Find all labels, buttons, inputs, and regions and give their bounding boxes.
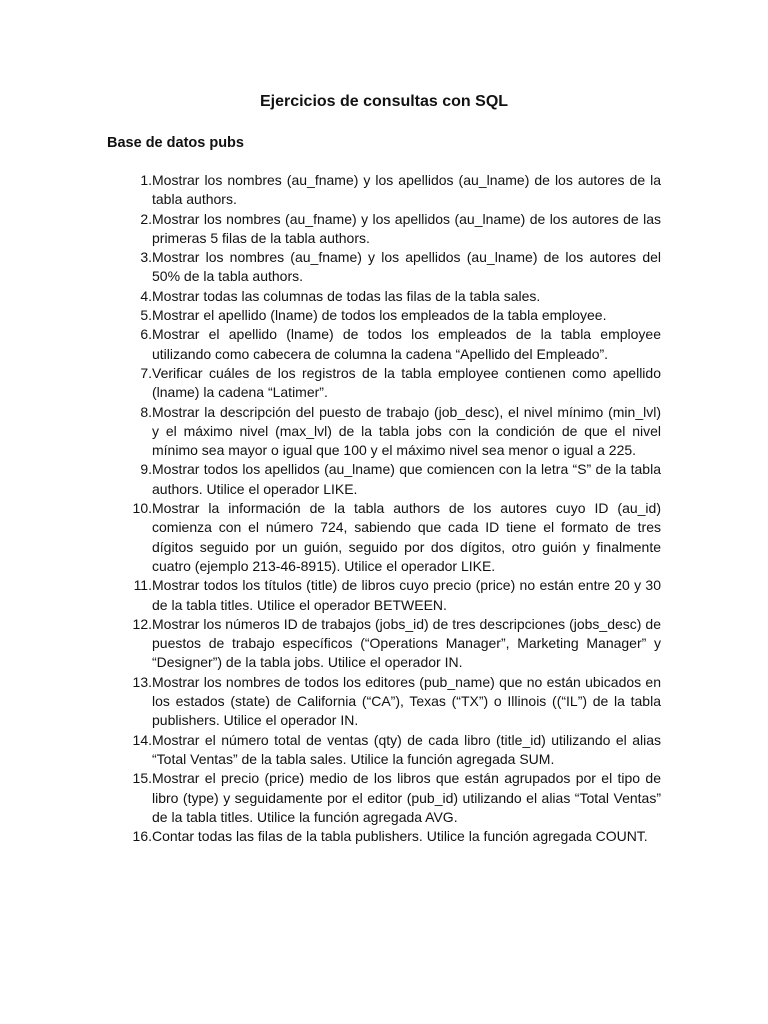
list-item-text: Mostrar todas las columnas de todas las filas de la tabla sales. [152,287,541,304]
list-item-number: 12. [132,615,152,632]
list-item-number: 16. [132,828,152,845]
exercise-list [107,171,661,846]
list-item [107,460,661,499]
list-item-number: 3. [140,249,152,266]
page-title: Ejercicios de consultas con SQL [259,93,509,110]
list-item-number: 15. [132,770,152,787]
list-item [107,306,661,325]
list-item [107,769,661,827]
list-item-text: Mostrar la descripción del puesto de trabajo (job_desc), el nivel mínimo (min_lvl) y el máximo nivel (max_lvl) de la tabla jobs con la condición de que el nivel mínimo sea mayor o igual que 100 y el máximo nivel sea menor o igual a 225. [152,403,661,459]
list-item [107,827,661,846]
list-item [107,210,661,249]
list-item-text: Verificar cuáles de los registros de la tabla employee contienen como apellido (lname) la cadena “Latimer”. [152,364,661,401]
section-heading: Base de datos pubs [107,135,244,151]
list-item-text: Mostrar todos los apellidos (au_lname) que comiencen con la letra “S” de la tabla authors. Utilice el operador LIKE. [152,461,661,497]
list-item [107,576,661,615]
list-item-text: Mostrar el precio (price) medio de los libros que están agrupados por el tipo de libro (type) y seguidamente por el editor (pub_id) utilizando el alias “Total Ventas” de la tabla titles. Utilice la función agregada AVG. [152,770,661,825]
list-item-text: Mostrar los números ID de trabajos (jobs_id) de tres descripciones (jobs_desc) de puestos de trabajo específicos (“Operations Manager”, Marketing Manager” y “Designer”) de la tabla jobs. Utilice el operador IN. [152,615,661,671]
list-item-text: Mostrar los nombres (au_fname) y los apellidos (au_lname) de los autores de la tabla authors. [152,172,661,208]
list-item [107,325,661,364]
list-item-number: 14. [132,731,152,748]
list-item-number: 1. [140,172,152,188]
list-item [107,731,661,770]
list-item [107,499,661,576]
list-item [107,403,661,461]
list-item [107,248,661,287]
list-item [107,171,661,210]
list-item-text: Mostrar los nombres de todos los editores (pub_name) que no están ubicados en los estados (state) de California (“CA”), Texas (“TX”) o Illinois ((“IL”) de la tabla publishers. Utilice el operador IN. [152,673,661,729]
list-item-text: Mostrar el número total de ventas (qty) de cada libro (title_id) utilizando el alias “Total Ventas” de la tabla sales. Utilice la función agregada SUM. [152,731,661,767]
list-item-text: Mostrar todos los títulos (title) de libros cuyo precio (price) no están entre 20 y 30 de la tabla titles. Utilice el operador BETWEEN. [152,577,661,613]
list-item-number: 4. [140,287,152,304]
list-item [107,287,661,306]
list-item-text: Mostrar los nombres (au_fname) y los apellidos (au_lname) de los autores de las primeras 5 filas de la tabla authors. [152,210,661,246]
list-item-number: 2. [140,210,152,227]
list-item-number: 6. [140,326,152,343]
list-item-text: Mostrar la información de la tabla authors de los autores cuyo ID (au_id) comienza con el número 724, sabiendo que cada ID tiene el formato de tres dígitos seguido por un guión, seguido por dos dígitos, otro guión y finalmente cuatro (ejemplo 213-46-8915). Utilice el operador LIKE. [152,500,661,574]
list-item [107,615,661,673]
list-item-number: 10. [132,500,152,517]
list-item-number: 11. [133,577,152,594]
list-item-number: 13. [132,673,152,690]
list-item [107,673,661,731]
list-item-text: Mostrar el apellido (lname) de todos los empleados de la tabla employee. [152,307,607,324]
list-item-text: Contar todas las filas de la tabla publishers. Utilice la función agregada COUNT. [152,828,648,845]
list-item-text: Mostrar el apellido (lname) de todos los empleados de la tabla employee utilizando como cabecera de columna la cadena “Apellido del Empleado”. [152,326,661,362]
list-item-number: 5. [140,307,152,324]
list-item-number: 8. [140,403,152,420]
list-item-text: Mostrar los nombres (au_fname) y los apellidos (au_lname) de los autores del 50% de la tabla authors. [152,249,661,285]
list-item-number: 9. [140,461,152,478]
list-item-number: 7. [140,364,152,381]
list-item [107,364,661,403]
